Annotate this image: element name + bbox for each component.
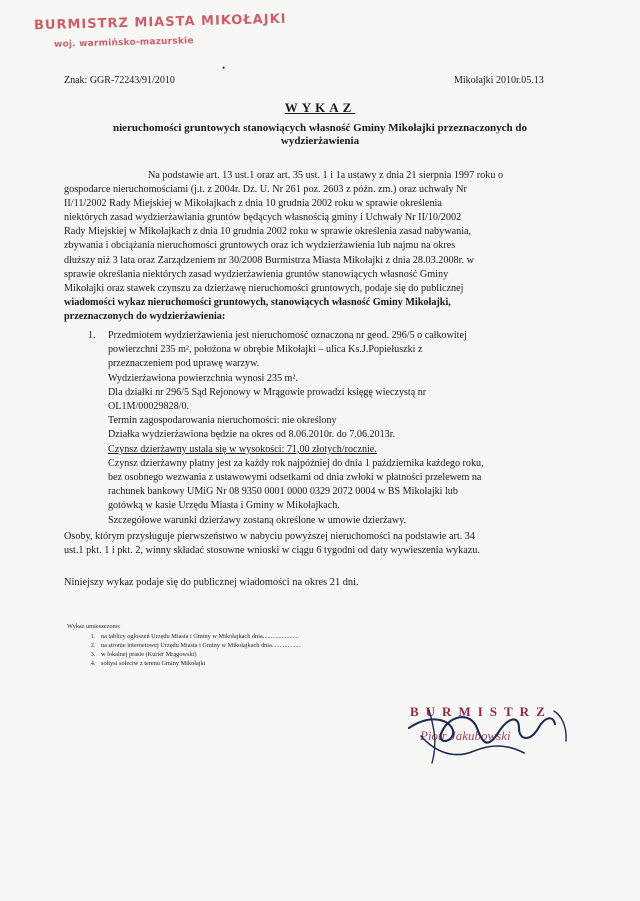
- publication-period-paragraph: Niniejszy wykaz podaje się do publicznej wiadomości na okres 21 dni.: [64, 577, 359, 588]
- posting-heading: Wykaz umieszczono:: [67, 623, 121, 630]
- list-line: przeznaczeniem pod uprawę warzyw.: [108, 358, 260, 370]
- list-line: Wydzierżawiona powierzchnia wynosi 235 m².: [108, 372, 298, 384]
- paragraph-line: Rady Miejskiej w Mikołajkach z dnia 10 grudnia 2002 roku w sprawie określenia zasad nabywania,: [64, 226, 472, 238]
- paragraph-line: dłuższy niż 3 lata oraz Zarządzeniem nr 30/2008 Burmistrza Miasta Mikołajki z dnia 28.03.2008r. w: [64, 254, 474, 266]
- paragraph-line: Osoby, którym przysługuje pierwszeństwo w nabyciu powyższej nieruchomości na podstawie art. 34: [64, 531, 475, 542]
- list-line: Czynsz dzierżawny płatny jest za każdy rok najpóźniej do dnia 1 października każdego roku,: [108, 457, 484, 469]
- handwritten-signature: [395, 690, 595, 770]
- posting-item: 4. sołtysi sołectw z terenu Gminy Mikołajki: [97, 659, 300, 668]
- office-stamp-line-1: BURMISTRZ MIASTA MIKOŁAJKI: [33, 11, 287, 34]
- document-subtitle: nieruchomości gruntowych stanowiących własność Gminy Mikołajki przeznaczonych do wydzierżawienia: [112, 122, 528, 147]
- posting-locations: [67, 622, 300, 668]
- legal-basis-paragraph: [64, 169, 578, 324]
- mayor-name-stamp: Piotr Jakubowski: [420, 728, 511, 743]
- list-line: OL1M/00029828/0.: [108, 401, 190, 413]
- document-date: Mikołajki 2010r.05.13: [454, 75, 544, 86]
- decorative-mark: •: [222, 63, 226, 73]
- posting-item: 1. na tablicy ogłoszeń Urzędu Miasta i Gminy w Mikołajkach dnia.......................: [97, 632, 300, 641]
- office-stamp-line-2: woj. warmińsko-mazurskie: [53, 36, 194, 50]
- list-line: Czynsz dzierżawny ustala się w wysokości: 71,00 złotych/rocznie.: [108, 443, 377, 455]
- priority-rights-paragraph: [64, 530, 580, 558]
- paragraph-line: zbywania i obciążania nieruchomości gruntowych oraz ich wydzierżawienia lub najmu na okres: [64, 240, 456, 252]
- posting-item: 2. na stronie internetowej Urzędu Miasta i Gminy w Mikołajkach dnia..................: [97, 641, 300, 650]
- list-line: Dla działki nr 296/5 Sąd Rejonowy w Mrągowie prowadzi księgę wieczystą nr: [108, 386, 427, 398]
- paragraph-line: Mikołajki oraz stawek czynszu za dzierżawę nieruchomości gruntowych, podaje się do publicznej: [64, 282, 464, 294]
- list-number: 1.: [88, 330, 96, 341]
- reference-number: Znak: GGR-72243/91/2010: [64, 75, 175, 86]
- list-line: bez osobnego wezwania z ustawowymi odsetkami od dnia zwłoki w płatności przelewem na: [108, 472, 482, 484]
- list-line: rachunek bankowy UMiG Nr 08 9350 0001 0000 0329 2072 0004 w BS Mikołajki lub: [108, 486, 458, 498]
- paragraph-line: ust.1 pkt. 1 i pkt. 2, winny składać stosowne wnioski w ciągu 6 tygodni od daty wywieszenia wykazu.: [64, 545, 480, 557]
- list-line: gotówką w kasie Urzędu Miasta i Gminy w Mikołajkach.: [108, 500, 340, 512]
- list-line: Przedmiotem wydzierżawienia jest nieruchomość oznaczona nr geod. 296/5 o całkowitej: [108, 330, 467, 341]
- paragraph-line: Na podstawie art. 13 ust.1 oraz art. 35 ust. 1 i 1a ustawy z dnia 21 sierpnia 1997 roku o: [148, 170, 504, 181]
- list-line: Termin zagospodarowania nieruchomości: nie określony: [108, 415, 337, 427]
- paragraph-line: gospodarce nieruchomościami (j.t. z 2004r. Dz. U. Nr 261 poz. 2603 z późn. zm.) oraz uchwały Nr: [64, 184, 467, 196]
- paragraph-line: II/11/2002 Rady Miejskiej w Mikołajkach z dnia 10 grudnia 2002 roku w sprawie określenia: [64, 198, 442, 210]
- paragraph-line: przeznaczonych do wydzierżawienia:: [64, 310, 226, 322]
- paragraph-line: wiadomości wykaz nieruchomości gruntowych, stanowiących własność Gminy Mikołajki,: [64, 296, 451, 308]
- list-line: Działka wydzierżawiona będzie na okres od 8.06.2010r. do 7.06.2013r.: [108, 429, 396, 441]
- property-list: [88, 329, 578, 528]
- posting-list: [67, 632, 300, 668]
- paragraph-line: sprawie określania niektórych zasad wydzierżawienia gruntów stanowiących własność Gminy: [64, 268, 449, 280]
- paragraph-line: niektórych zasad wydzierżawiania gruntów będących własnością gminy i Uchwały Nr II/10/2002: [64, 212, 462, 224]
- list-item-content: [108, 329, 578, 528]
- document-title: WYKAZ: [284, 100, 356, 115]
- list-line: powierzchni 235 m², położona w obrębie Mikołajki – ulica Ks.J.Popiełuszki z: [108, 344, 423, 356]
- posting-item: 3. w lokalnej prasie (Kurier Mrągowski): [97, 650, 300, 659]
- mayor-stamp: BURMISTRZ: [410, 704, 552, 719]
- list-line: Szczegółowe warunki dzierżawy zostaną określone w umowie dzierżawy.: [108, 514, 407, 526]
